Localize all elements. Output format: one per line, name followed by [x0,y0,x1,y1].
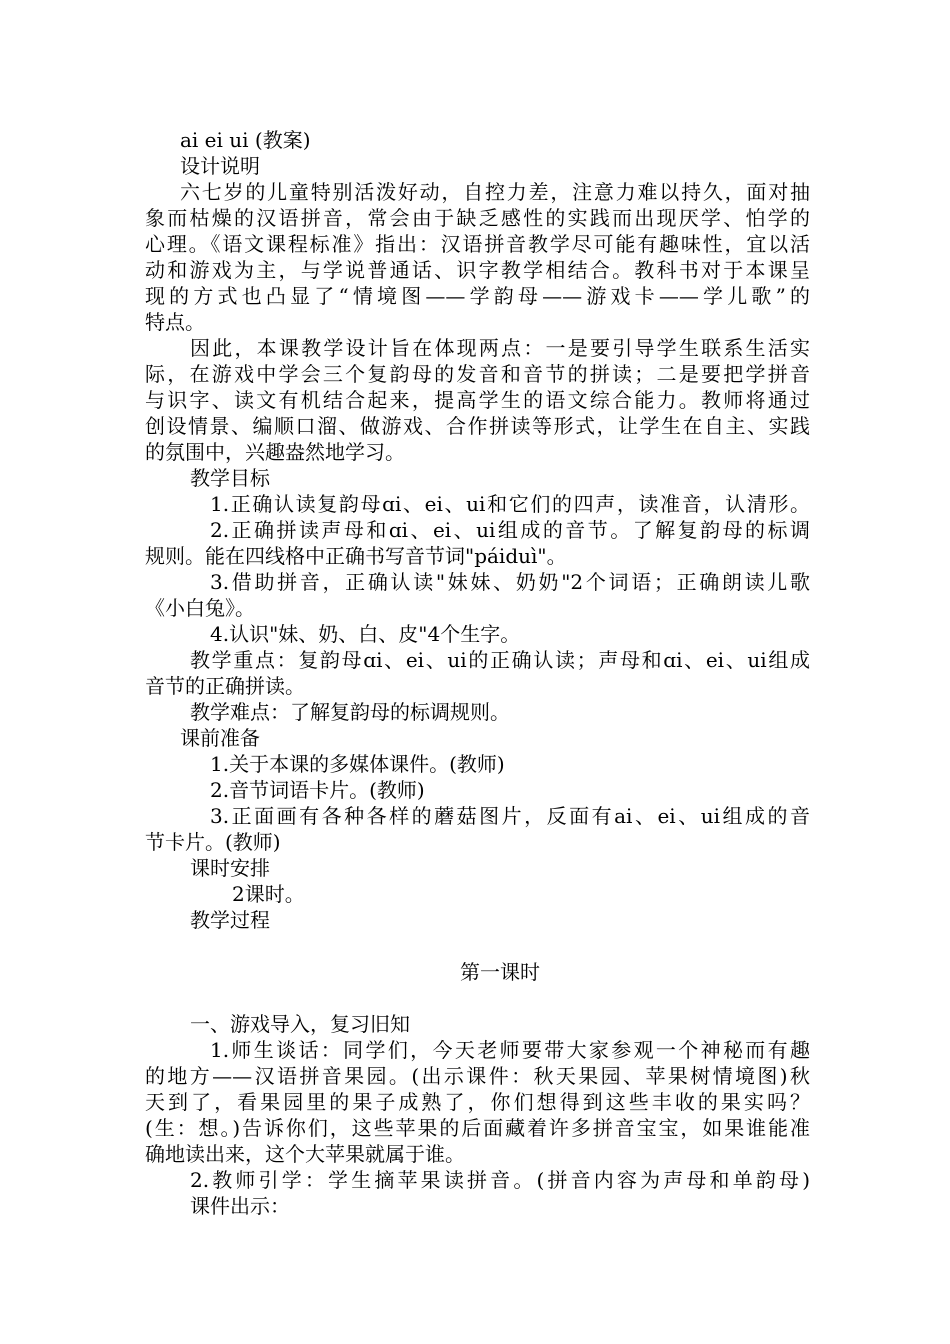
goal-3-line: 《小白兔》。 [145,596,255,620]
prep-item-3-line: 3.正面画有各种各样的蘑菇图片，反面有ai、ei、ui组成的音 [210,804,810,828]
design-para1-line: 象而枯燥的汉语拼音，常会由于缺乏感性的实践而出现厌学、怕学的 [145,206,810,230]
design-para1-line: 特点。 [145,310,205,334]
goal-1: 1.正确认读复韵母ɑi、ei、ui和它们的四声，读准音，认清形。 [210,492,810,516]
goals-heading: 教学目标 [190,466,270,490]
design-para2-line: 与识字、读文有机结合起来，提高学生的语文综合能力。教师将通过 [145,388,810,412]
step-2: 2.教师引学：学生摘苹果读拼音。(拼音内容为声母和单韵母) [190,1168,810,1192]
prep-heading: 课前准备 [180,726,260,750]
design-para1-line: 心理。《语文课程标准》指出：汉语拼音教学尽可能有趣味性，宜以活 [145,232,810,256]
goal-2-line: 规则。能在四线格中正确书写音节词"páiduì"。 [145,544,567,568]
step-1-line: 天到了，看果园里的果子成熟了，你们想得到这些丰收的果实吗？ [145,1090,810,1114]
goal-3-line: 3.借助拼音，正确认读"妹妹、奶奶"2个词语；正确朗读儿歌 [210,570,810,594]
design-para1-line: 动和游戏为主，与学说普通话、识字教学相结合。教科书对于本课呈 [145,258,810,282]
prep-item-3-line: 节卡片。(教师) [145,830,281,854]
design-para1-line: 六七岁的儿童特别活泼好动，自控力差，注意力难以持久，面对抽 [180,180,810,204]
schedule-value: 2课时。 [232,882,305,906]
design-para2-line: 际，在游戏中学会三个复韵母的发音和音节的拼读；二是要把学拼音 [145,362,810,386]
schedule-heading: 课时安排 [190,856,270,880]
step-1-line: (生：想。)告诉你们，这些苹果的后面藏着许多拼音宝宝，如果谁能准 [145,1116,810,1140]
step-1-line: 确地读出来，这个大苹果就属于谁。 [145,1142,465,1166]
courseware-label: 课件出示： [190,1194,290,1218]
section-heading: 一、游戏导入，复习旧知 [190,1012,410,1036]
design-para1-line: 现的方式也凸显了“情境图——学韵母——游戏卡——学儿歌”的 [145,284,810,308]
key-points-line: 音节的正确拼读。 [145,674,305,698]
design-para2-line: 的氛围中，兴趣盎然地学习。 [145,440,405,464]
design-para2-line: 创设情景、编顺口溜、做游戏、合作拼读等形式，让学生在自主、实践 [145,414,810,438]
prep-item-2: 2.音节词语卡片。(教师) [210,778,425,802]
step-1-line: 1.师生谈话：同学们，今天老师要带大家参观一个神秘而有趣 [210,1038,810,1062]
difficulty: 教学难点：了解复韵母的标调规则。 [190,700,510,724]
step-1-line: 的地方——汉语拼音果园。(出示课件：秋天果园、苹果树情境图)秋 [145,1064,810,1088]
process-heading: 教学过程 [190,908,270,932]
design-heading: 设计说明 [180,154,260,178]
document-title: ai ei ui (教案) [180,128,311,152]
design-para2-line: 因此，本课教学设计旨在体现两点：一是要引导学生联系生活实 [190,336,810,360]
key-points-line: 教学重点：复韵母ɑi、ei、ui的正确认读；声母和ɑi、ei、ui组成 [190,648,810,672]
lesson-title: 第一课时 [460,960,540,984]
prep-item-1: 1.关于本课的多媒体课件。(教师) [210,752,505,776]
goal-4: 4.认识"妹、奶、白、皮"4个生字。 [210,622,521,646]
goal-2-line: 2.正确拼读声母和ɑi、ei、ui组成的音节。了解复韵母的标调 [210,518,810,542]
